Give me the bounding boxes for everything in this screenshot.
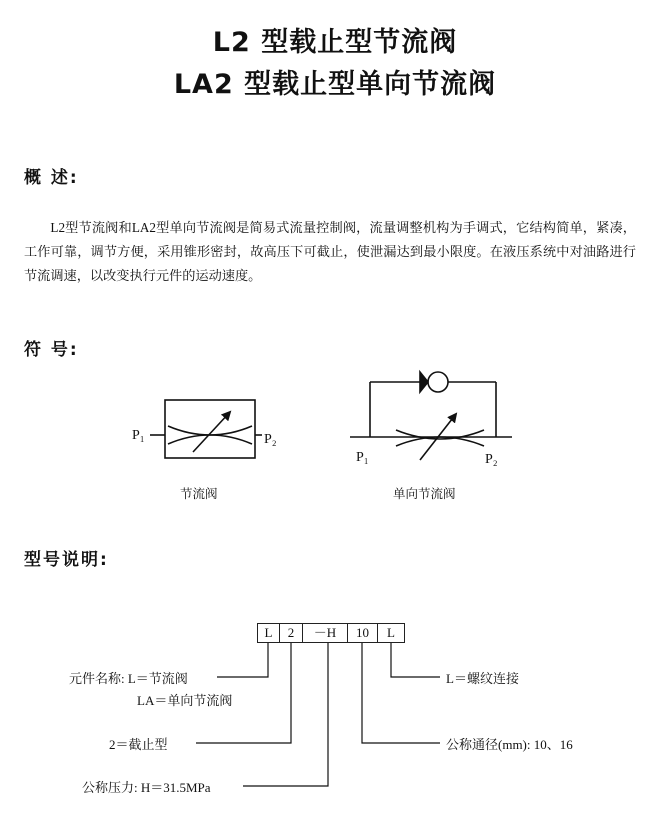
throttle-lower-curve: [168, 435, 252, 444]
code-box-connection: L: [377, 623, 405, 643]
check-throttle-port-p2: P₂: [485, 452, 498, 467]
label-diameter: 公称通径(mm): 10、16: [446, 737, 573, 752]
throttle-adjust-arrow: [193, 412, 230, 452]
page-title: L2 型载止型节流阀: [212, 27, 458, 58]
check-throttle-valve-symbol: [350, 372, 512, 460]
check-throttle-port-p1: P₁: [356, 450, 369, 465]
leader-connection: [391, 643, 440, 677]
leader-element-name: [217, 643, 268, 677]
check-valve-ball: [428, 372, 448, 392]
leader-diameter: [362, 643, 440, 743]
label-connection: L＝螺纹连接: [446, 671, 519, 686]
page-subtitle: LA2 型载止型单向节流阀: [173, 69, 497, 100]
check-valve-seat: [420, 372, 428, 392]
throttle-caption: 节流阀: [180, 486, 218, 501]
leader-pressure: [243, 643, 328, 786]
throttle-valve-box: [165, 400, 255, 458]
code-box-type: L: [257, 623, 280, 643]
code-box-pressure: －H: [302, 623, 348, 643]
label-cutoff: 2＝截止型: [109, 737, 168, 752]
overview-paragraph: L2型节流阀和LA2型单向节流阀是简易式流量控制阀，流量调整机构为手调式，它结构简单，紧凑，工作可靠，调节方便，采用锥形密封，故高压下可截止，使泄漏达到最小限度。在液压系统中对油路进行节流调速，以改变执行元件的运动速度。: [24, 220, 636, 283]
label-element-name-alt: LA＝单向节流阀: [137, 693, 233, 708]
label-element-name: 元件名称: L＝节流阀: [69, 671, 188, 686]
throttle-valve-symbol: [150, 400, 262, 458]
symbol-heading: 符 号:: [24, 340, 79, 360]
throttle-port-p2: P₂: [264, 432, 277, 447]
model-heading: 型号说明:: [24, 550, 109, 570]
code-box-diameter: 10: [347, 623, 378, 643]
check-throttle-caption: 单向节流阀: [393, 486, 456, 501]
throttle-port-p1: P₁: [132, 428, 145, 443]
model-leader-lines: [196, 643, 440, 786]
label-pressure: 公称压力: H＝31.5MPa: [82, 780, 211, 795]
code-box-cutoff: 2: [279, 623, 303, 643]
overview-heading: 概 述:: [24, 168, 79, 188]
